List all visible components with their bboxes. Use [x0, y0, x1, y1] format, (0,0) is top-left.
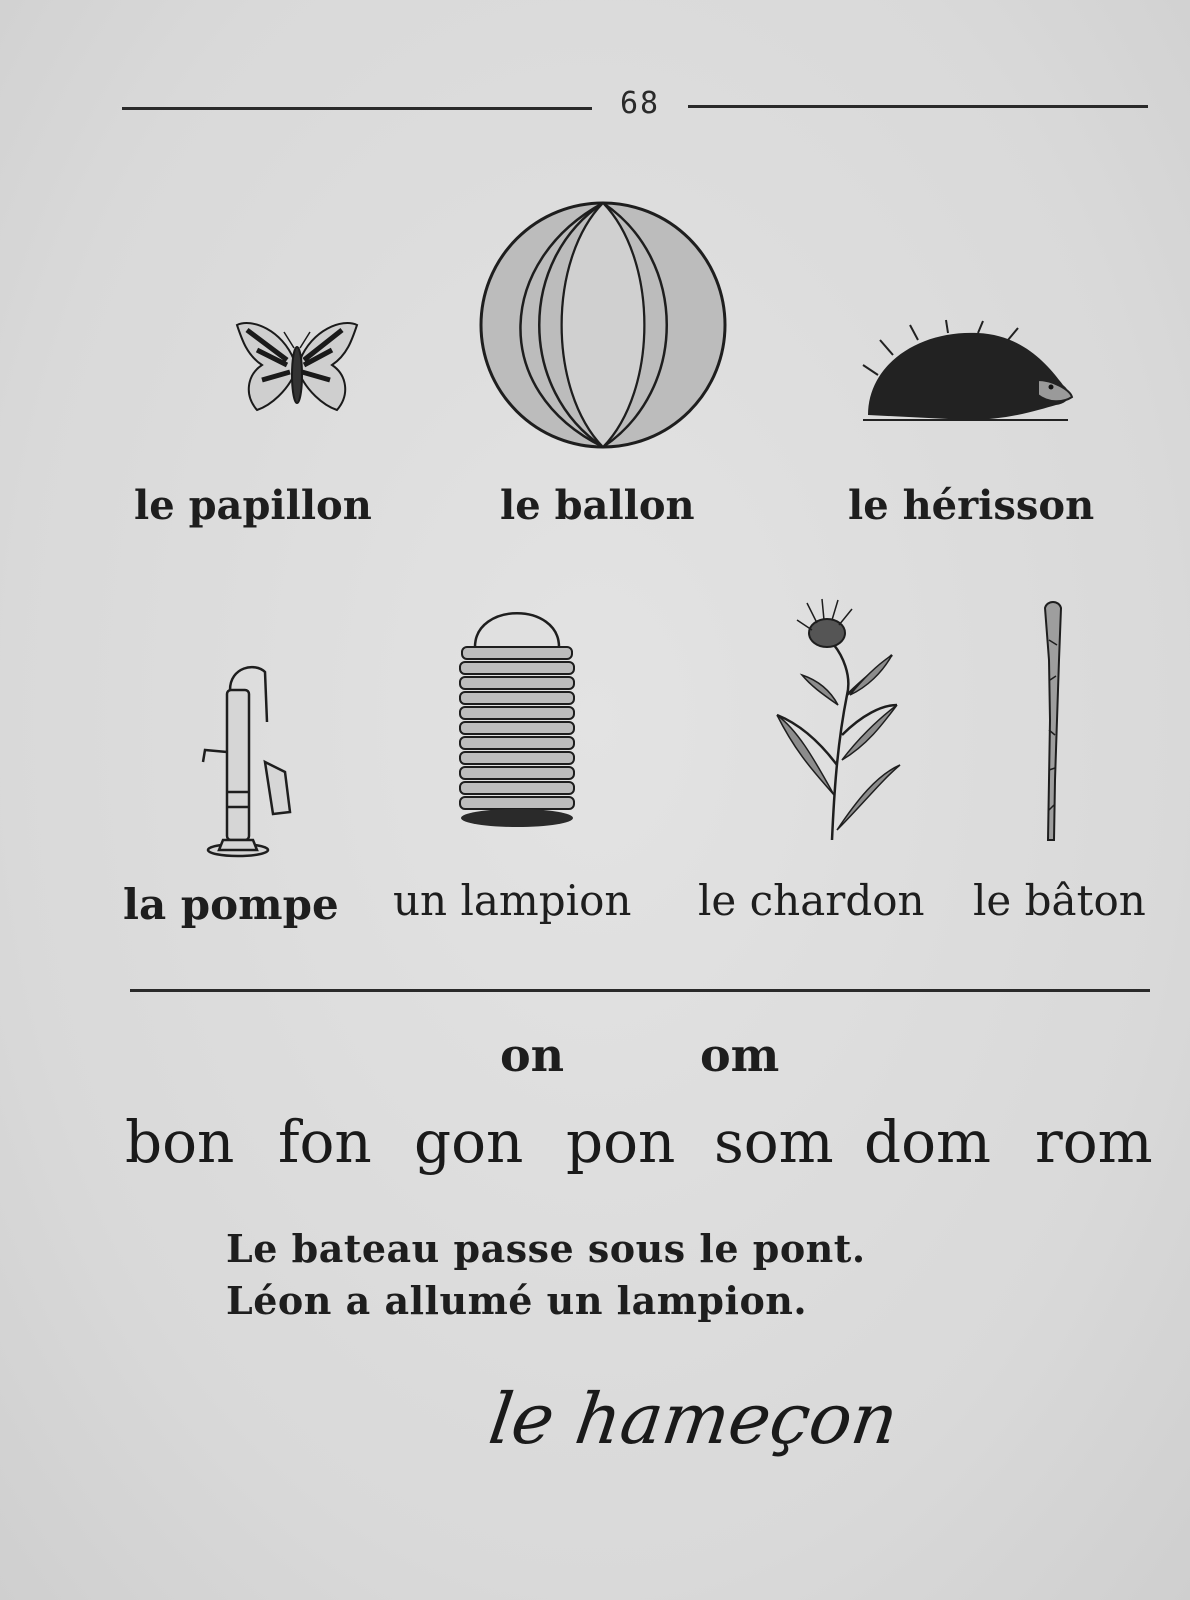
- stick-icon: [1037, 600, 1067, 845]
- header-rule-right: [688, 105, 1148, 108]
- ball-icon: [478, 200, 728, 450]
- label-pompe: la pompe: [123, 880, 339, 929]
- sound-om: om: [700, 1028, 780, 1082]
- label-herisson: le hérisson: [848, 482, 1095, 529]
- thistle-icon: [772, 595, 912, 845]
- label-chardon: le chardon: [698, 876, 925, 925]
- syllable-som: som: [714, 1108, 834, 1176]
- section-divider: [130, 989, 1150, 992]
- sentence-2: Léon a allumé un lampion.: [226, 1278, 808, 1323]
- lantern-icon: [457, 592, 577, 832]
- page-number: 68: [619, 86, 661, 121]
- pump-icon: [195, 662, 305, 862]
- label-lampion: un lampion: [393, 876, 632, 925]
- hedgehog-icon: [858, 325, 1078, 425]
- sentence-1: Le bateau passe sous le pont.: [226, 1226, 866, 1271]
- syllable-bon: bon: [125, 1108, 235, 1176]
- sound-on: on: [500, 1028, 565, 1082]
- header-rule-left: [122, 107, 592, 110]
- label-baton: le bâton: [973, 876, 1146, 925]
- syllable-dom: dom: [864, 1108, 992, 1176]
- script-word: le hameçon: [484, 1378, 903, 1460]
- syllable-rom: rom: [1035, 1108, 1153, 1176]
- butterfly-icon: [232, 320, 362, 420]
- syllable-gon: gon: [414, 1108, 524, 1176]
- label-ballon: le ballon: [500, 482, 695, 529]
- syllable-pon: pon: [566, 1108, 676, 1176]
- syllable-fon: fon: [278, 1108, 372, 1176]
- label-papillon: le papillon: [134, 482, 372, 529]
